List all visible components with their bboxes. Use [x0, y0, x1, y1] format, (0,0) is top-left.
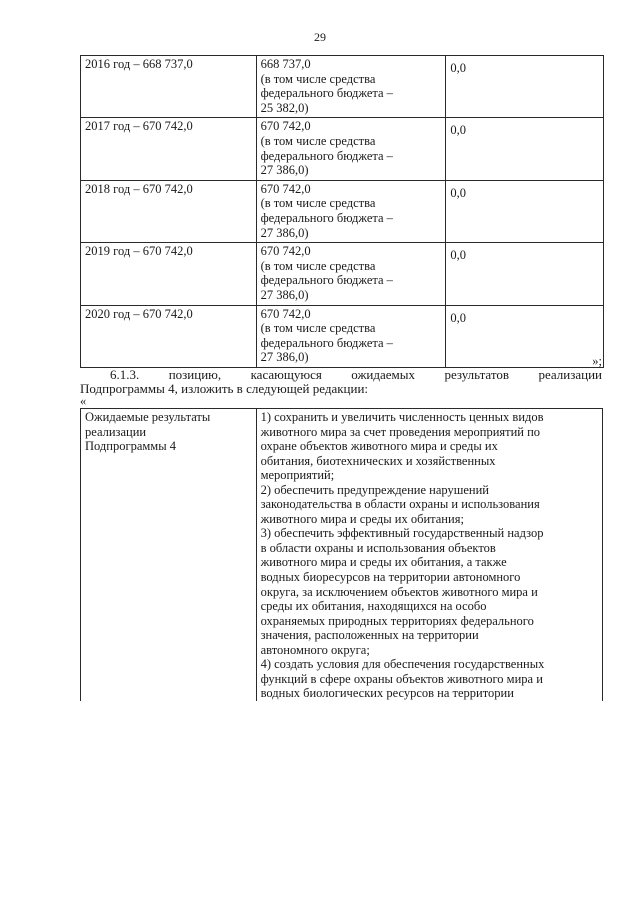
results-content-line: охране объектов животного мира и среды их: [260, 439, 498, 454]
funding-amount-line: 670 742,0: [260, 181, 311, 196]
funding-other-cell: 0,0: [446, 243, 604, 305]
funding-amount-line: 668 737,0: [260, 57, 311, 71]
results-content-line: среды их обитания, находящихся на особо: [260, 599, 487, 614]
page-number: 29: [314, 30, 326, 44]
funding-year-cell: 2020 год – 670 742,0: [81, 305, 257, 367]
funding-amount-line: (в том числе средства: [260, 71, 376, 86]
funding-table: [80, 55, 604, 368]
funding-year-cell: 2019 год – 670 742,0: [81, 243, 257, 305]
paragraph-line-1: 6.1.3. позицию, касающуюся ожидаемых результатов реализации: [110, 367, 602, 382]
opening-quote: «: [80, 394, 87, 408]
funding-amount-cell: [256, 180, 446, 242]
results-content-line: законодательства в области охраны и использования: [260, 497, 540, 512]
results-content-line: водных биологических ресурсов на территории: [260, 686, 514, 701]
results-label-line: Ожидаемые результаты: [85, 410, 211, 424]
funding-amount-cell: [256, 305, 446, 367]
results-content-line: 1) сохранить и увеличить численность ценных видов: [260, 410, 544, 424]
funding-row: [81, 180, 604, 242]
funding-row: [81, 305, 604, 367]
funding-amount-line: (в том числе средства: [260, 258, 376, 273]
results-content-line: значения, расположенных на территории: [260, 628, 479, 643]
funding-amount-cell: [256, 243, 446, 305]
results-content-line: животного мира за счет проведения мероприятий по: [260, 424, 541, 439]
funding-amount-line: федерального бюджета –: [260, 148, 393, 163]
closing-quote: »;: [592, 354, 602, 368]
funding-amount-line: федерального бюджета –: [260, 273, 393, 288]
paragraph-line-2: Подпрограммы 4, изложить в следующей редакции:: [80, 381, 369, 396]
funding-year-cell: 2018 год – 670 742,0: [81, 180, 257, 242]
results-content-line: животного мира и среды их обитания, а также: [260, 555, 507, 570]
results-content-line: 3) обеспечить эффективный государственный надзор: [260, 526, 544, 541]
funding-amount-line: 670 742,0: [260, 306, 311, 321]
results-content-line: обитания, биотехнических и хозяйственных: [260, 453, 496, 468]
funding-amount-line: федерального бюджета –: [260, 335, 393, 350]
funding-table-body: [81, 56, 604, 368]
results-row: [81, 409, 603, 701]
results-content-line: функций в сфере охраны объектов животного мира и: [260, 671, 543, 686]
results-content-line: водных биоресурсов на территории автономного: [260, 570, 521, 585]
funding-amount-cell: [256, 118, 446, 180]
funding-row: [81, 56, 604, 118]
funding-amount-line: 27 386,0): [260, 163, 309, 178]
results-content-line: автономного округа;: [260, 642, 370, 657]
funding-amount-line: 27 386,0): [260, 225, 309, 240]
results-table: [80, 408, 603, 701]
results-content-line: 4) создать условия для обеспечения государственных: [260, 657, 545, 672]
funding-amount-line: 25 382,0): [260, 100, 309, 115]
results-label-cell: [81, 409, 257, 701]
funding-amount-line: федерального бюджета –: [260, 86, 393, 101]
funding-amount-line: 27 386,0): [260, 287, 309, 302]
funding-amount-line: (в том числе средства: [260, 133, 376, 148]
funding-amount-line: (в том числе средства: [260, 196, 376, 211]
results-label-line: Подпрограммы 4: [85, 439, 176, 454]
results-content-line: охраняемых природных территориях федерального: [260, 613, 534, 628]
results-content-line: мероприятий;: [260, 468, 335, 483]
funding-amount-cell: [256, 56, 446, 118]
funding-other-cell: 0,0: [446, 118, 604, 180]
funding-amount-line: федерального бюджета –: [260, 210, 393, 225]
results-content-cell: [256, 409, 602, 701]
funding-other-cell: 0,0: [446, 305, 604, 367]
funding-other-cell: 0,0: [446, 180, 604, 242]
results-content-line: 2) обеспечить предупреждение нарушений: [260, 482, 489, 497]
funding-row: [81, 118, 604, 180]
funding-other-cell: 0,0: [446, 56, 604, 118]
funding-amount-line: 670 742,0: [260, 119, 311, 134]
results-content-line: животного мира и среды их обитания;: [260, 511, 464, 526]
results-content-line: в области охраны и использования объектов: [260, 540, 496, 555]
funding-amount-line: 670 742,0: [260, 244, 311, 259]
funding-year-cell: 2016 год – 668 737,0: [81, 56, 257, 118]
results-label-line: реализации: [85, 424, 147, 439]
funding-amount-line: 27 386,0): [260, 350, 309, 365]
funding-row: [81, 243, 604, 305]
results-content-line: округа, за исключением объектов животного мира и: [260, 584, 538, 599]
funding-year-cell: 2017 год – 670 742,0: [81, 118, 257, 180]
funding-amount-line: (в том числе средства: [260, 321, 376, 336]
